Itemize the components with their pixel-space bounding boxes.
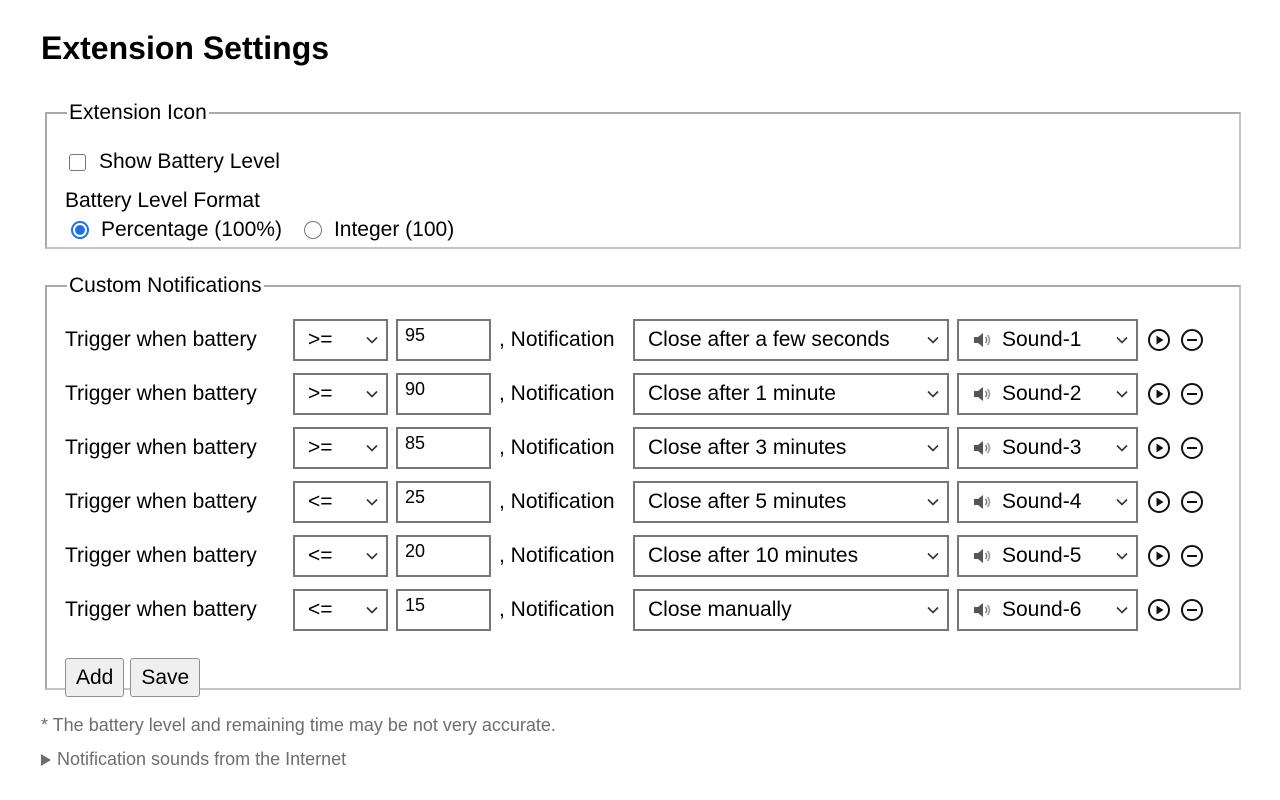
show-battery-label[interactable]: Show Battery Level	[99, 150, 280, 173]
play-circle-icon[interactable]	[1147, 382, 1171, 406]
play-circle-icon[interactable]	[1147, 544, 1171, 568]
minus-circle-icon[interactable]	[1180, 490, 1204, 514]
close-behavior-select[interactable]	[633, 319, 949, 361]
close-behavior-select[interactable]	[633, 589, 949, 631]
battery-level-input[interactable]	[396, 319, 491, 361]
operator-select[interactable]	[293, 535, 388, 577]
chevron-down-icon	[1114, 602, 1130, 618]
chevron-down-icon	[1114, 548, 1130, 564]
show-battery-checkbox[interactable]	[69, 154, 86, 171]
notification-row	[65, 589, 1225, 631]
sound-select[interactable]	[957, 481, 1138, 523]
sound-value: Sound-4	[1002, 490, 1082, 513]
extension-icon-section	[45, 101, 1241, 249]
operator-value: >=	[308, 382, 333, 405]
close-behavior-value: Close after 1 minute	[648, 382, 836, 405]
notification-row	[65, 319, 1225, 361]
disclosure-triangle-icon[interactable]	[41, 754, 51, 766]
operator-select[interactable]	[293, 481, 388, 523]
notification-label: , Notification	[499, 328, 615, 351]
operator-value: >=	[308, 436, 333, 459]
chevron-down-icon	[925, 548, 941, 564]
chevron-down-icon	[1114, 440, 1130, 456]
chevron-down-icon	[925, 494, 941, 510]
sound-select[interactable]	[957, 589, 1138, 631]
notification-label: , Notification	[499, 382, 615, 405]
operator-value: <=	[308, 490, 333, 513]
operator-value: >=	[308, 328, 333, 351]
trigger-label: Trigger when battery	[65, 544, 257, 567]
close-behavior-select[interactable]	[633, 427, 949, 469]
battery-format-options	[71, 218, 476, 242]
minus-circle-icon[interactable]	[1180, 436, 1204, 460]
trigger-label: Trigger when battery	[65, 598, 257, 621]
battery-level-value: 25	[405, 487, 426, 507]
battery-level-input[interactable]	[396, 373, 491, 415]
battery-format-label: Battery Level Format	[65, 189, 260, 212]
close-behavior-value: Close after 5 minutes	[648, 490, 847, 513]
custom-notifications-section	[45, 274, 1241, 690]
notification-row	[65, 535, 1225, 577]
minus-circle-icon[interactable]	[1180, 544, 1204, 568]
battery-level-value: 15	[405, 595, 426, 615]
close-behavior-select[interactable]	[633, 373, 949, 415]
percentage-radio[interactable]	[71, 221, 89, 239]
sounds-disclosure-label[interactable]: Notification sounds from the Internet	[57, 749, 347, 769]
battery-level-input[interactable]	[396, 427, 491, 469]
sound-select[interactable]	[957, 535, 1138, 577]
extension-icon-legend: Extension Icon	[69, 101, 207, 124]
sound-value: Sound-6	[1002, 598, 1082, 621]
notification-label: , Notification	[499, 436, 615, 459]
chevron-down-icon	[1114, 494, 1130, 510]
minus-circle-icon[interactable]	[1180, 598, 1204, 622]
battery-level-value: 20	[405, 541, 426, 561]
notification-label: , Notification	[499, 598, 615, 621]
percentage-radio-label[interactable]: Percentage (100%)	[101, 218, 282, 241]
battery-level-value: 85	[405, 433, 426, 453]
play-circle-icon[interactable]	[1147, 328, 1171, 352]
play-circle-icon[interactable]	[1147, 436, 1171, 460]
chevron-down-icon	[364, 440, 380, 456]
chevron-down-icon	[364, 494, 380, 510]
close-behavior-select[interactable]	[633, 535, 949, 577]
close-behavior-select[interactable]	[633, 481, 949, 523]
close-behavior-value: Close after 10 minutes	[648, 544, 859, 567]
operator-value: <=	[308, 598, 333, 621]
notification-row	[65, 427, 1225, 469]
integer-radio[interactable]	[304, 221, 322, 239]
battery-level-input[interactable]	[396, 535, 491, 577]
close-behavior-value: Close manually	[648, 598, 792, 621]
battery-level-value: 90	[405, 379, 426, 399]
chevron-down-icon	[1114, 386, 1130, 402]
speaker-icon	[972, 439, 992, 457]
operator-select[interactable]	[293, 589, 388, 631]
accuracy-footnote: * The battery level and remaining time may be not very accurate.	[41, 715, 556, 735]
operator-select[interactable]	[293, 373, 388, 415]
battery-level-value: 95	[405, 325, 426, 345]
integer-radio-label[interactable]: Integer (100)	[333, 218, 455, 241]
show-battery-row	[69, 150, 280, 174]
speaker-icon	[972, 601, 992, 619]
speaker-icon	[972, 385, 992, 403]
sound-value: Sound-1	[1002, 328, 1082, 351]
chevron-down-icon	[925, 602, 941, 618]
sound-value: Sound-5	[1002, 544, 1082, 567]
battery-level-input[interactable]	[396, 589, 491, 631]
chevron-down-icon	[364, 602, 380, 618]
sound-select[interactable]	[957, 319, 1138, 361]
sounds-disclosure[interactable]	[41, 749, 346, 770]
trigger-label: Trigger when battery	[65, 436, 257, 459]
chevron-down-icon	[364, 332, 380, 348]
sound-value: Sound-3	[1002, 436, 1082, 459]
operator-value: <=	[308, 544, 333, 567]
operator-select[interactable]	[293, 427, 388, 469]
trigger-label: Trigger when battery	[65, 490, 257, 513]
chevron-down-icon	[364, 548, 380, 564]
close-behavior-value: Close after 3 minutes	[648, 436, 847, 459]
trigger-label: Trigger when battery	[65, 382, 257, 405]
minus-circle-icon[interactable]	[1180, 382, 1204, 406]
chevron-down-icon	[364, 386, 380, 402]
notification-label: , Notification	[499, 490, 615, 513]
notification-label: , Notification	[499, 544, 615, 567]
chevron-down-icon	[925, 386, 941, 402]
play-circle-icon[interactable]	[1147, 490, 1171, 514]
sound-select[interactable]	[957, 373, 1138, 415]
battery-level-input[interactable]	[396, 481, 491, 523]
trigger-label: Trigger when battery	[65, 328, 257, 351]
chevron-down-icon	[925, 440, 941, 456]
save-button[interactable]: Save	[130, 658, 200, 697]
page-title: Extension Settings	[41, 30, 330, 66]
chevron-down-icon	[925, 332, 941, 348]
play-circle-icon[interactable]	[1147, 598, 1171, 622]
sound-select[interactable]	[957, 427, 1138, 469]
action-buttons	[65, 658, 206, 697]
custom-notifications-legend: Custom Notifications	[69, 274, 262, 297]
sound-value: Sound-2	[1002, 382, 1082, 405]
chevron-down-icon	[1114, 332, 1130, 348]
operator-select[interactable]	[293, 319, 388, 361]
speaker-icon	[972, 331, 992, 349]
close-behavior-value: Close after a few seconds	[648, 328, 890, 351]
notification-row	[65, 373, 1225, 415]
notification-row	[65, 481, 1225, 523]
speaker-icon	[972, 493, 992, 511]
add-button[interactable]: Add	[65, 658, 124, 697]
speaker-icon	[972, 547, 992, 565]
minus-circle-icon[interactable]	[1180, 328, 1204, 352]
